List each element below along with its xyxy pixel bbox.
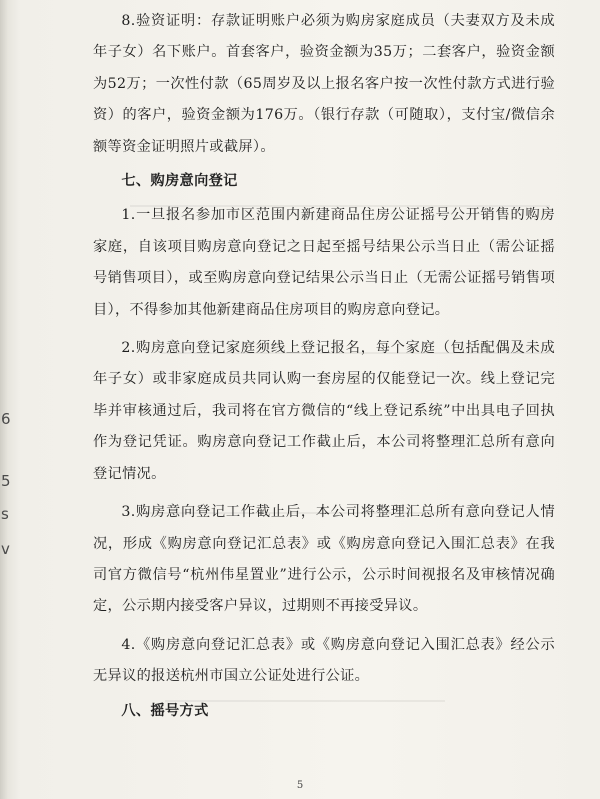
margin-mark: 6 xyxy=(1,410,11,428)
section-heading-purchase-intention: 七、购房意向登记 xyxy=(121,173,238,190)
paragraph-verification-proof: 8.验资证明：存款证明账户必须为购房家庭成员（夫妻双方及未成年子女）名下账户。首套客户，验资金额为35万；二套客户，验资金额为52万；一次性付款（65周岁及以上报名客户按一次性付款方式进行验资）的客户，验资金额为176万。（银行存款（可随取），支付宝/微信余额等资金证明照片或截屏）。 xyxy=(93,13,555,155)
paragraph-item-3: 3.购房意向登记工作截止后，本公司将整理汇总所有意向登记人情况，形成《购房意向登记汇总表》或《购房意向登记入围汇总表》在我司官方微信号“杭州伟星置业”进行公示，公示时间视报名及审核情况确定，公示期内接受客户异议，过期则不再接受异议。 xyxy=(93,504,555,615)
margin-mark: v xyxy=(1,540,10,558)
margin-handwriting xyxy=(0,410,14,610)
margin-mark: s xyxy=(1,505,9,523)
page-number: 5 xyxy=(296,780,304,791)
paragraph-item-2: 2.购房意向登记家庭须线上登记报名，每个家庭（包括配偶及未成年子女）或非家庭成员共同认购一套房屋的仅能登记一次。线上登记完毕并审核通过后，我司将在官方微信的“线上登记系统”中出具电子回执作为登记凭证。购房意向登记工作截止后，本公司将整理汇总所有意向登记情况。 xyxy=(93,340,555,482)
document-body xyxy=(93,6,555,727)
paragraph-item-4: 4.《购房意向登记汇总表》或《购房意向登记入围汇总表》经公示无异议的报送杭州市国立公证处进行公证。 xyxy=(93,636,555,685)
margin-mark: 5 xyxy=(1,472,11,490)
section-heading-lottery-method: 八、摇号方式 xyxy=(121,702,209,719)
paragraph-item-1: 1.一旦报名参加市区范围内新建商品住房公证摇号公开销售的购房家庭，自该项目购房意向登记之日起至摇号结果公示当日止（需公证摇号销售项目），或至购房意向登记结果公示当日止（无需公证摇号销售项目），不得参加其他新建商品住房项目的购房意向登记。 xyxy=(93,207,555,318)
